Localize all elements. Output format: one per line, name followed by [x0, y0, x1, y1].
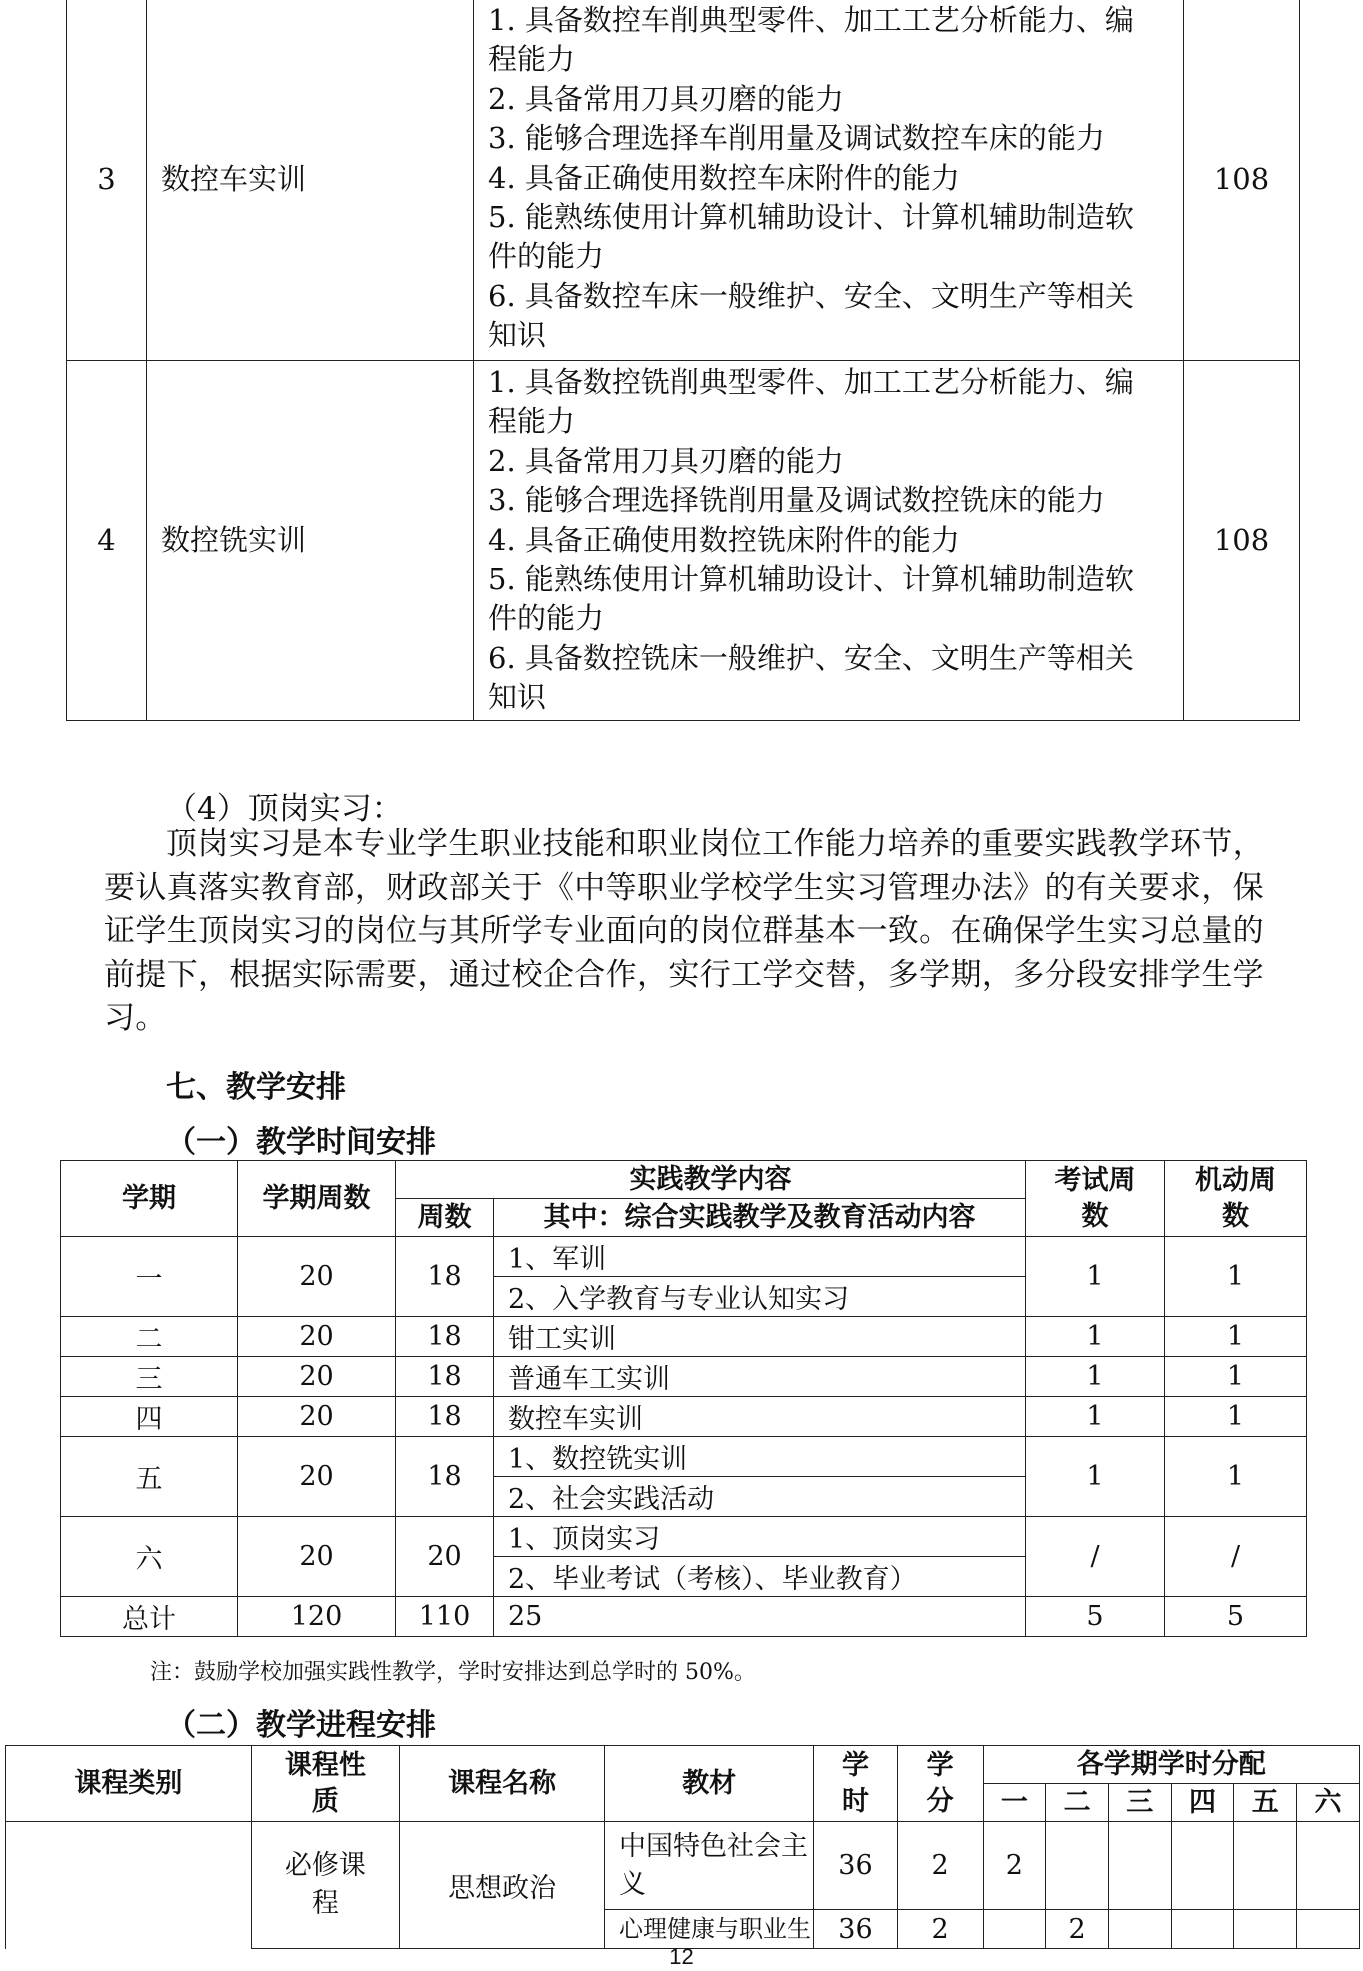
header-credits: 学分	[897, 1746, 983, 1822]
practice-item: 1、军训	[494, 1237, 1026, 1277]
term-cell: 三	[61, 1357, 238, 1397]
term-hours-cell	[1108, 1910, 1171, 1949]
ability-list	[474, 361, 1184, 721]
practice-item: 普通车工实训	[494, 1357, 1026, 1397]
practice-weeks-cell: 20	[396, 1517, 494, 1597]
term-cell: 总计	[61, 1597, 238, 1637]
header-category: 课程类别	[6, 1746, 252, 1822]
practice-weeks-cell: 18	[396, 1357, 494, 1397]
list-item: 6. 具备数控车床一般维护、安全、文明生产等相关	[488, 278, 1134, 313]
list-item: 5. 能熟练使用计算机辅助设计、计算机辅助制造软	[488, 562, 1134, 597]
term-hours-cell	[1297, 1910, 1360, 1949]
term-cell: 二	[61, 1317, 238, 1357]
practice-item: 1、顶岗实习	[494, 1517, 1026, 1557]
hours-cell: 36	[814, 1822, 898, 1910]
practice-weeks-cell: 18	[396, 1397, 494, 1437]
exam-cell: 1	[1026, 1317, 1165, 1357]
exam-cell: 1	[1026, 1357, 1165, 1397]
row-number: 4	[67, 361, 147, 721]
ability-list	[474, 0, 1184, 361]
table-row	[61, 1517, 1307, 1557]
header-practice-weeks: 周数	[396, 1199, 494, 1237]
term-hours-cell	[1046, 1822, 1109, 1910]
header-practice-content: 其中：综合实践教学及教育活动内容	[494, 1199, 1026, 1237]
practice-weeks-cell: 18	[396, 1237, 494, 1317]
list-item: 5. 能熟练使用计算机辅助设计、计算机辅助制造软	[488, 200, 1134, 235]
hours-cell: 36	[814, 1910, 898, 1949]
list-item: 程能力	[488, 404, 576, 439]
textbook-cell: 中国特色社会主义	[605, 1822, 814, 1910]
term-hours-cell	[1108, 1822, 1171, 1910]
practice-item: 2、社会实践活动	[494, 1477, 1026, 1517]
list-item: 6. 具备数控铣床一般维护、安全、文明生产等相关	[488, 640, 1134, 675]
weeks-cell: 120	[238, 1597, 396, 1637]
list-item: 知识	[488, 680, 547, 715]
flex-cell: 1	[1165, 1437, 1307, 1517]
practice-item: 钳工实训	[494, 1317, 1026, 1357]
practice-weeks-cell: 18	[396, 1317, 494, 1357]
flex-cell: 1	[1165, 1357, 1307, 1397]
header-term: 学期	[61, 1161, 238, 1237]
exam-cell: 5	[1026, 1597, 1165, 1637]
flex-cell: 1	[1165, 1317, 1307, 1357]
flex-cell: /	[1165, 1517, 1307, 1597]
header-flex: 机动周数	[1165, 1161, 1307, 1237]
table-row	[61, 1237, 1307, 1277]
list-item: 件的能力	[488, 601, 605, 636]
header-practice: 实践教学内容	[396, 1161, 1026, 1199]
exam-cell: 1	[1026, 1237, 1165, 1317]
header-row	[61, 1161, 1307, 1199]
practice-weeks-cell: 18	[396, 1437, 494, 1517]
table-row	[6, 1822, 1360, 1910]
table-row	[67, 0, 1300, 361]
schedule-table	[60, 1160, 1307, 1637]
list-item: 2. 具备常用刀具刃磨的能力	[488, 443, 844, 478]
header-course: 课程名称	[400, 1746, 605, 1822]
header-row	[6, 1746, 1360, 1784]
flex-cell: 5	[1165, 1597, 1307, 1637]
header-textbook: 教材	[605, 1746, 814, 1822]
term-hours-cell	[1234, 1910, 1297, 1949]
hours-cell: 108	[1184, 0, 1300, 361]
progress-table	[5, 1745, 1360, 1949]
internship-paragraph: 顶岗实习是本专业学生职业技能和职业岗位工作能力培养的重要实践教学环节，要认真落实教育部，财政部关于《中等职业学校学生实习管理办法》的有关要求，保证学生顶岗实习的岗位与其所学专业面向的岗位群基本一致。在确保学生实习总量的前提下，根据实际需要，通过校企合作，实行工学交替，多学期，多分段安排学生学习。	[104, 826, 1264, 1036]
header-distribution: 各学期学时分配	[983, 1746, 1360, 1784]
term-hours-cell	[1171, 1910, 1234, 1949]
header-term: 三	[1108, 1784, 1171, 1822]
weeks-cell: 20	[238, 1237, 396, 1317]
exam-cell: 1	[1026, 1437, 1165, 1517]
header-exam: 考试周数	[1026, 1161, 1165, 1237]
list-item: 程能力	[488, 42, 576, 77]
credits-cell: 2	[897, 1910, 983, 1949]
exam-cell: 1	[1026, 1397, 1165, 1437]
term-hours-cell	[1171, 1822, 1234, 1910]
table-row	[67, 361, 1300, 721]
credits-cell: 2	[897, 1822, 983, 1910]
list-item: 2. 具备常用刀具刃磨的能力	[488, 81, 844, 116]
section-title: 七、教学安排	[166, 1070, 346, 1105]
term-cell: 六	[61, 1517, 238, 1597]
weeks-cell: 20	[238, 1437, 396, 1517]
internship-heading: （4）顶岗实习：	[166, 791, 403, 827]
row-number: 3	[67, 0, 147, 361]
course-name: 数控铣实训	[147, 361, 474, 721]
header-nature: 课程性质	[251, 1746, 399, 1822]
term-cell: 一	[61, 1237, 238, 1317]
practice-item: 1、数控铣实训	[494, 1437, 1026, 1477]
table-row	[61, 1437, 1307, 1477]
training-table	[66, 0, 1300, 721]
weeks-cell: 20	[238, 1517, 396, 1597]
total-row	[61, 1597, 1307, 1637]
header-term: 二	[1046, 1784, 1109, 1822]
exam-cell: /	[1026, 1517, 1165, 1597]
practice-item: 2、毕业考试（考核）、毕业教育）	[494, 1557, 1026, 1597]
flex-cell: 1	[1165, 1397, 1307, 1437]
textbook-cell: 心理健康与职业生	[605, 1910, 814, 1949]
course-name: 数控车实训	[147, 0, 474, 361]
header-term: 五	[1234, 1784, 1297, 1822]
practice-weeks-cell: 110	[396, 1597, 494, 1637]
table-row	[61, 1357, 1307, 1397]
header-term: 一	[983, 1784, 1046, 1822]
table-row	[61, 1397, 1307, 1437]
header-weeks: 学期周数	[238, 1161, 396, 1237]
list-item: 3. 能够合理选择铣削用量及调试数控铣床的能力	[488, 483, 1105, 518]
practice-item: 25	[494, 1597, 1026, 1637]
subsection-title: （二）教学进程安排	[166, 1708, 436, 1743]
course-cell: 思想政治	[400, 1822, 605, 1949]
list-item: 3. 能够合理选择车削用量及调试数控车床的能力	[488, 121, 1105, 156]
subsection-title: （一）教学时间安排	[166, 1125, 436, 1160]
header-hours: 学时	[814, 1746, 898, 1822]
practice-item: 2、入学教育与专业认知实习	[494, 1277, 1026, 1317]
list-item: 1. 具备数控铣削典型零件、加工工艺分析能力、编	[488, 365, 1134, 399]
list-item: 件的能力	[488, 239, 605, 274]
term-hours-cell	[983, 1910, 1046, 1949]
schedule-note: 注：鼓励学校加强实践性教学，学时安排达到总学时的 50%。	[150, 1660, 756, 1685]
practice-item: 数控车实训	[494, 1397, 1026, 1437]
weeks-cell: 20	[238, 1397, 396, 1437]
flex-cell: 1	[1165, 1237, 1307, 1317]
list-item: 4. 具备正确使用数控车床附件的能力	[488, 160, 960, 195]
page-number: 12	[669, 1944, 694, 1969]
table-row	[61, 1317, 1307, 1357]
term-hours-cell: 2	[983, 1822, 1046, 1910]
nature-cell: 必修课程	[251, 1822, 399, 1949]
list-item: 4. 具备正确使用数控铣床附件的能力	[488, 522, 960, 557]
weeks-cell: 20	[238, 1317, 396, 1357]
category-cell	[6, 1822, 252, 1949]
weeks-cell: 20	[238, 1357, 396, 1397]
term-cell: 五	[61, 1437, 238, 1517]
hours-cell: 108	[1184, 361, 1300, 721]
list-item: 1. 具备数控车削典型零件、加工工艺分析能力、编	[488, 3, 1134, 37]
header-term: 六	[1297, 1784, 1360, 1822]
term-hours-cell: 2	[1046, 1910, 1109, 1949]
term-cell: 四	[61, 1397, 238, 1437]
term-hours-cell	[1234, 1822, 1297, 1910]
list-item: 知识	[488, 318, 547, 353]
header-term: 四	[1171, 1784, 1234, 1822]
term-hours-cell	[1297, 1822, 1360, 1910]
